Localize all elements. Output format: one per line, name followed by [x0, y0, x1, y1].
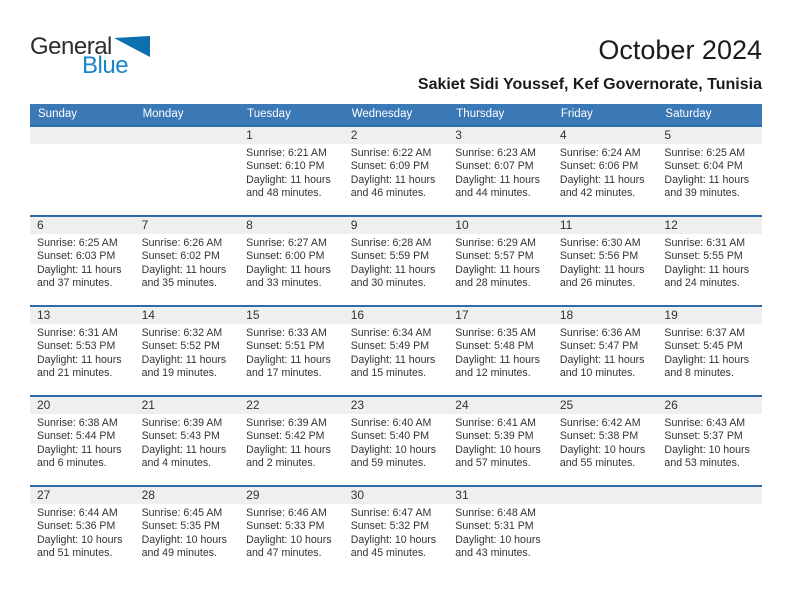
logo-text-blue: Blue	[82, 52, 129, 79]
day-detail-line: Sunrise: 6:22 AM	[350, 147, 432, 159]
day-detail-line: Daylight: 11 hours and 46 minutes.	[350, 173, 436, 200]
week-row	[30, 395, 762, 485]
day-detail-line: Sunrise: 6:43 AM	[664, 417, 746, 429]
day-details	[239, 414, 344, 471]
day-details	[344, 324, 449, 381]
day-number: 24	[448, 397, 553, 414]
weekday-label-saturday: Saturday	[665, 108, 712, 120]
day-detail-line: Sunset: 5:38 PM	[559, 430, 639, 443]
day-number: 17	[448, 307, 553, 324]
day-detail-line: Sunset: 6:07 PM	[455, 160, 534, 173]
day-cell-28	[135, 487, 240, 575]
day-detail-line: Sunset: 6:06 PM	[559, 160, 639, 173]
day-detail-line: Daylight: 11 hours and 4 minutes.	[141, 443, 227, 470]
day-cell-18	[553, 307, 658, 395]
day-detail-line: Sunset: 5:44 PM	[37, 430, 116, 443]
day-details	[657, 144, 762, 201]
day-cell-29	[239, 487, 344, 575]
day-details	[553, 414, 658, 471]
day-cell-empty	[30, 127, 135, 215]
day-cell-30	[344, 487, 449, 575]
day-detail-line: Sunset: 5:47 PM	[559, 340, 639, 353]
day-details	[448, 504, 553, 561]
day-cell-empty	[553, 487, 658, 575]
day-detail-line: Daylight: 11 hours and 8 minutes.	[664, 353, 750, 380]
week-row	[30, 305, 762, 395]
day-details	[657, 324, 762, 381]
weekday-label-tuesday: Tuesday	[247, 108, 291, 120]
day-number: 7	[135, 217, 240, 234]
day-details	[135, 414, 240, 471]
page-subtitle: Sakiet Sidi Youssef, Kef Governorate, Tunisia	[417, 76, 762, 93]
day-details	[448, 144, 553, 201]
day-details	[135, 504, 240, 561]
day-detail-line: Sunset: 6:03 PM	[37, 250, 116, 263]
day-details	[30, 414, 135, 471]
day-detail-line: Sunset: 5:32 PM	[350, 520, 430, 533]
day-details	[239, 144, 344, 201]
day-number: 22	[239, 397, 344, 414]
page-title: October 2024	[598, 35, 762, 65]
day-detail-line: Daylight: 11 hours and 44 minutes.	[455, 173, 540, 200]
day-detail-line: Daylight: 11 hours and 28 minutes.	[455, 263, 540, 290]
day-number: 21	[135, 397, 240, 414]
day-cell-23	[344, 397, 449, 485]
day-detail-line: Sunset: 6:02 PM	[141, 250, 220, 263]
day-detail-line: Daylight: 11 hours and 2 minutes.	[246, 443, 331, 470]
day-number: 1	[239, 127, 344, 144]
day-cell-5	[657, 127, 762, 215]
day-cell-12	[657, 217, 762, 305]
day-detail-line: Sunrise: 6:39 AM	[246, 417, 327, 429]
day-detail-line: Sunrise: 6:35 AM	[455, 327, 536, 339]
day-number: 4	[553, 127, 658, 144]
day-detail-line: Daylight: 11 hours and 30 minutes.	[350, 263, 436, 290]
day-number: 9	[344, 217, 449, 234]
day-detail-line: Sunrise: 6:47 AM	[350, 507, 432, 519]
title-block	[418, 34, 762, 94]
day-detail-line: Sunset: 5:36 PM	[37, 520, 116, 533]
day-detail-line: Daylight: 11 hours and 26 minutes.	[559, 263, 645, 290]
day-cell-19	[657, 307, 762, 395]
day-detail-line: Daylight: 10 hours and 57 minutes.	[455, 443, 541, 470]
day-number: 27	[30, 487, 135, 504]
day-detail-line: Sunrise: 6:25 AM	[37, 237, 118, 249]
weekday-label-monday: Monday	[142, 108, 184, 120]
day-cell-20	[30, 397, 135, 485]
day-number: 30	[344, 487, 449, 504]
day-detail-line: Daylight: 11 hours and 12 minutes.	[455, 353, 540, 380]
day-detail-line: Daylight: 11 hours and 24 minutes.	[664, 263, 750, 290]
weekday-label-friday: Friday	[560, 108, 593, 120]
day-details	[30, 234, 135, 291]
day-detail-line: Sunrise: 6:48 AM	[455, 507, 536, 519]
day-cell-11	[553, 217, 658, 305]
day-cell-15	[239, 307, 344, 395]
day-detail-line: Sunset: 5:51 PM	[246, 340, 325, 353]
day-detail-line: Daylight: 10 hours and 47 minutes.	[246, 533, 332, 560]
day-cell-26	[657, 397, 762, 485]
day-detail-line: Daylight: 11 hours and 37 minutes.	[37, 263, 122, 290]
day-detail-line: Sunset: 5:33 PM	[246, 520, 325, 533]
day-cell-14	[135, 307, 240, 395]
day-detail-line: Daylight: 11 hours and 19 minutes.	[141, 353, 227, 380]
day-detail-line: Sunrise: 6:24 AM	[559, 147, 641, 159]
day-number: 20	[30, 397, 135, 414]
day-cell-22	[239, 397, 344, 485]
day-detail-line: Sunset: 5:49 PM	[350, 340, 430, 353]
day-details	[448, 324, 553, 381]
day-number	[135, 127, 240, 144]
day-cell-21	[135, 397, 240, 485]
day-detail-line: Daylight: 10 hours and 45 minutes.	[350, 533, 437, 560]
day-details	[239, 504, 344, 561]
day-detail-line: Sunrise: 6:37 AM	[664, 327, 746, 339]
day-detail-line: Daylight: 11 hours and 35 minutes.	[141, 263, 227, 290]
day-number: 28	[135, 487, 240, 504]
day-detail-line: Sunset: 5:43 PM	[141, 430, 220, 443]
calendar-table	[30, 104, 762, 575]
day-cell-9	[344, 217, 449, 305]
day-number	[553, 487, 658, 504]
day-cell-24	[448, 397, 553, 485]
day-detail-line: Sunrise: 6:28 AM	[350, 237, 432, 249]
day-number: 10	[448, 217, 553, 234]
day-detail-line: Daylight: 11 hours and 21 minutes.	[37, 353, 122, 380]
weekday-label-sunday: Sunday	[38, 108, 78, 120]
day-detail-line: Sunset: 5:45 PM	[664, 340, 743, 353]
day-detail-line: Sunrise: 6:31 AM	[37, 327, 118, 339]
day-detail-line: Sunset: 6:04 PM	[664, 160, 743, 173]
day-cell-4	[553, 127, 658, 215]
day-detail-line: Sunrise: 6:38 AM	[37, 417, 118, 429]
day-cell-27	[30, 487, 135, 575]
day-number: 16	[344, 307, 449, 324]
day-detail-line: Sunrise: 6:27 AM	[246, 237, 327, 249]
week-row	[30, 125, 762, 215]
day-cell-25	[553, 397, 658, 485]
day-number: 31	[448, 487, 553, 504]
day-details	[30, 324, 135, 381]
day-detail-line: Sunrise: 6:42 AM	[559, 417, 641, 429]
day-detail-line: Daylight: 11 hours and 10 minutes.	[559, 353, 645, 380]
day-detail-line: Sunset: 5:53 PM	[37, 340, 116, 353]
day-cell-16	[344, 307, 449, 395]
day-detail-line: Sunrise: 6:31 AM	[664, 237, 746, 249]
day-detail-line: Sunset: 6:10 PM	[246, 160, 325, 173]
day-cell-1	[239, 127, 344, 215]
day-detail-line: Sunrise: 6:44 AM	[37, 507, 118, 519]
day-detail-line: Sunrise: 6:23 AM	[455, 147, 536, 159]
day-detail-line: Sunset: 6:09 PM	[350, 160, 430, 173]
day-details	[239, 234, 344, 291]
day-details	[239, 324, 344, 381]
day-detail-line: Sunrise: 6:45 AM	[141, 507, 223, 519]
day-detail-line: Daylight: 11 hours and 39 minutes.	[664, 173, 750, 200]
day-details	[344, 414, 449, 471]
day-detail-line: Daylight: 11 hours and 33 minutes.	[246, 263, 331, 290]
day-detail-line: Sunset: 5:40 PM	[350, 430, 430, 443]
day-number: 13	[30, 307, 135, 324]
day-number: 11	[553, 217, 658, 234]
day-details	[135, 144, 240, 147]
day-details	[553, 504, 658, 507]
week-row	[30, 215, 762, 305]
day-cell-8	[239, 217, 344, 305]
day-detail-line: Sunrise: 6:39 AM	[141, 417, 223, 429]
day-number: 3	[448, 127, 553, 144]
day-cell-empty	[657, 487, 762, 575]
day-number	[30, 127, 135, 144]
day-detail-line: Sunset: 5:39 PM	[455, 430, 534, 443]
day-detail-line: Sunset: 5:55 PM	[664, 250, 743, 263]
day-cell-13	[30, 307, 135, 395]
day-detail-line: Sunrise: 6:36 AM	[559, 327, 641, 339]
day-details	[135, 324, 240, 381]
day-number: 23	[344, 397, 449, 414]
day-details	[657, 504, 762, 507]
day-details	[344, 144, 449, 201]
day-cell-3	[448, 127, 553, 215]
day-details	[553, 324, 658, 381]
day-detail-line: Sunset: 5:52 PM	[141, 340, 220, 353]
day-cell-7	[135, 217, 240, 305]
weekday-label-thursday: Thursday	[456, 108, 505, 120]
day-detail-line: Sunset: 5:31 PM	[455, 520, 534, 533]
day-detail-line: Sunrise: 6:34 AM	[350, 327, 432, 339]
weekday-header-row	[30, 104, 762, 125]
day-cell-6	[30, 217, 135, 305]
day-details	[448, 414, 553, 471]
general-blue-logo	[30, 33, 150, 79]
day-details	[553, 144, 658, 201]
day-detail-line: Sunrise: 6:29 AM	[455, 237, 536, 249]
day-details	[344, 504, 449, 561]
day-details	[344, 234, 449, 291]
day-number: 12	[657, 217, 762, 234]
day-number: 6	[30, 217, 135, 234]
day-cell-31	[448, 487, 553, 575]
day-number: 14	[135, 307, 240, 324]
day-detail-line: Daylight: 11 hours and 17 minutes.	[246, 353, 331, 380]
day-details	[553, 234, 658, 291]
day-detail-line: Daylight: 10 hours and 49 minutes.	[141, 533, 227, 560]
day-details	[657, 234, 762, 291]
day-number: 29	[239, 487, 344, 504]
day-detail-line: Sunset: 5:59 PM	[350, 250, 430, 263]
day-detail-line: Sunset: 6:00 PM	[246, 250, 325, 263]
day-number: 26	[657, 397, 762, 414]
day-detail-line: Sunrise: 6:33 AM	[246, 327, 327, 339]
day-detail-line: Daylight: 10 hours and 43 minutes.	[455, 533, 541, 560]
day-number: 19	[657, 307, 762, 324]
day-detail-line: Sunrise: 6:41 AM	[455, 417, 536, 429]
day-detail-line: Sunset: 5:37 PM	[664, 430, 743, 443]
day-number: 5	[657, 127, 762, 144]
day-details	[30, 144, 135, 147]
day-detail-line: Daylight: 10 hours and 53 minutes.	[664, 443, 750, 470]
day-detail-line: Sunset: 5:48 PM	[455, 340, 534, 353]
day-detail-line: Daylight: 10 hours and 55 minutes.	[559, 443, 646, 470]
day-detail-line: Sunset: 5:56 PM	[559, 250, 639, 263]
day-cell-17	[448, 307, 553, 395]
day-detail-line: Daylight: 11 hours and 42 minutes.	[559, 173, 645, 200]
day-detail-line: Daylight: 10 hours and 51 minutes.	[37, 533, 123, 560]
day-number	[657, 487, 762, 504]
day-detail-line: Sunrise: 6:26 AM	[141, 237, 223, 249]
day-details	[657, 414, 762, 471]
day-detail-line: Daylight: 10 hours and 59 minutes.	[350, 443, 437, 470]
calendar-weeks	[30, 125, 762, 575]
day-cell-10	[448, 217, 553, 305]
day-number: 15	[239, 307, 344, 324]
day-number: 8	[239, 217, 344, 234]
day-details	[135, 234, 240, 291]
day-detail-line: Sunrise: 6:40 AM	[350, 417, 432, 429]
day-number: 18	[553, 307, 658, 324]
day-detail-line: Sunrise: 6:25 AM	[664, 147, 746, 159]
day-detail-line: Sunrise: 6:30 AM	[559, 237, 641, 249]
day-detail-line: Sunrise: 6:21 AM	[246, 147, 327, 159]
day-cell-2	[344, 127, 449, 215]
day-detail-line: Daylight: 11 hours and 15 minutes.	[350, 353, 436, 380]
weekday-label-wednesday: Wednesday	[351, 108, 413, 120]
week-row	[30, 485, 762, 575]
day-detail-line: Sunset: 5:35 PM	[141, 520, 220, 533]
day-detail-line: Sunset: 5:57 PM	[455, 250, 534, 263]
day-detail-line: Sunrise: 6:46 AM	[246, 507, 327, 519]
day-detail-line: Sunset: 5:42 PM	[246, 430, 325, 443]
day-details	[448, 234, 553, 291]
day-detail-line: Daylight: 11 hours and 6 minutes.	[37, 443, 122, 470]
day-cell-empty	[135, 127, 240, 215]
day-number: 25	[553, 397, 658, 414]
day-number: 2	[344, 127, 449, 144]
day-details	[30, 504, 135, 561]
day-detail-line: Sunrise: 6:32 AM	[141, 327, 223, 339]
logo-text-general: General	[30, 33, 112, 60]
day-detail-line: Daylight: 11 hours and 48 minutes.	[246, 173, 331, 200]
